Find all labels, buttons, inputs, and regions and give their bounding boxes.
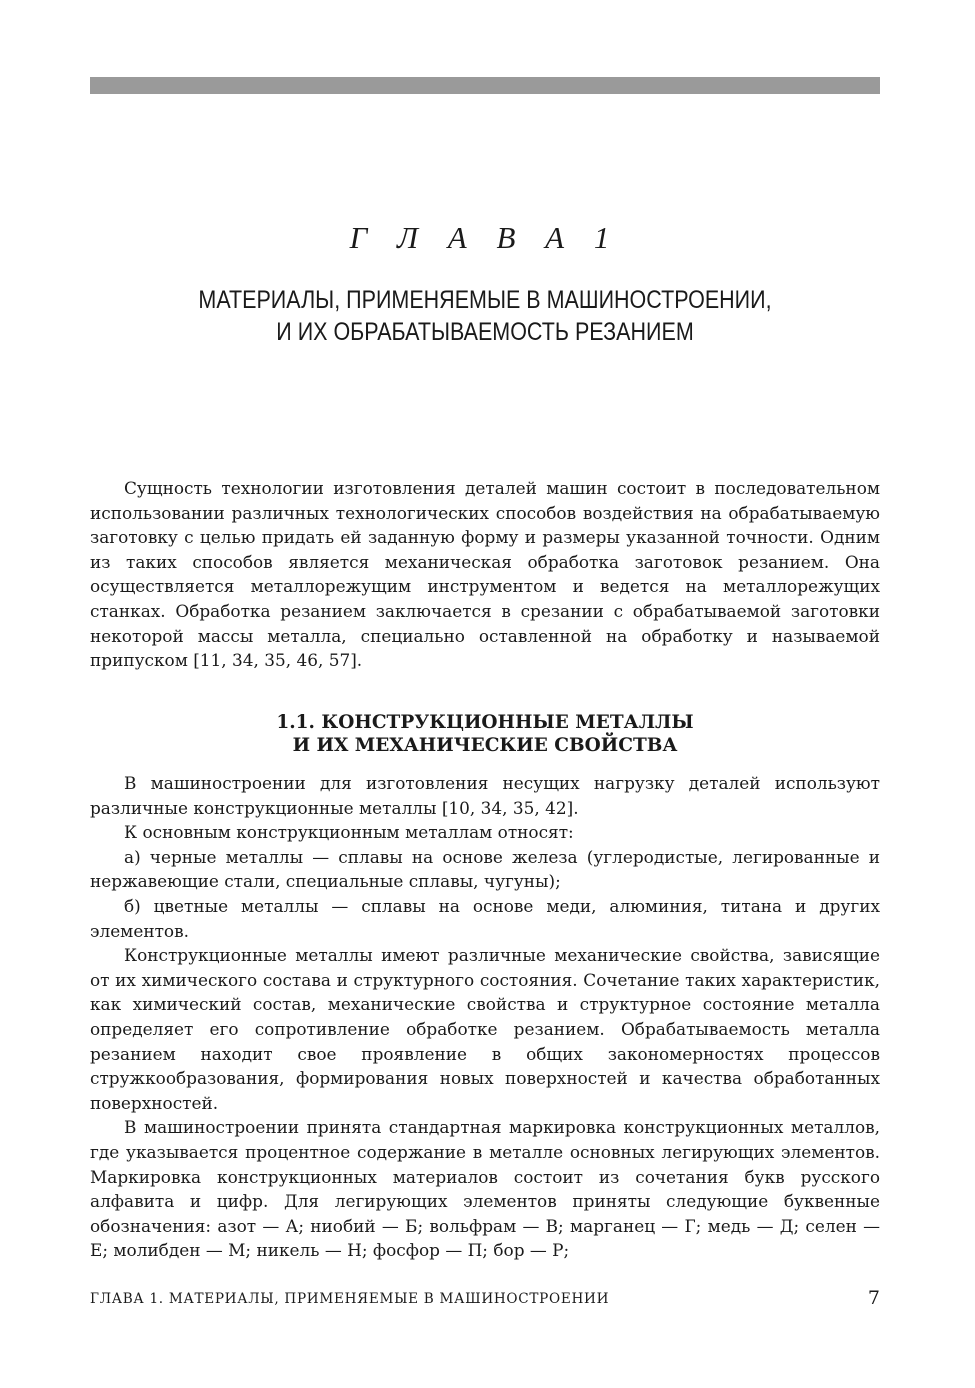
body-paragraph: К основным конструкционным металлам относят:: [124, 822, 574, 843]
body-paragraph: В машиностроении для изготовления несущих нагрузку деталей используют различные конструкционные металлы [10, 34, 35, 42].: [90, 773, 880, 818]
section-heading-line-2: И ИХ МЕХАНИЧЕСКИЕ СВОЙСТВА: [292, 735, 678, 756]
section-heading: [90, 711, 880, 757]
body-paragraph: В машиностроении принята стандартная маркировка конструкционных металлов, где указывается процентное содержание в металле основных легирующих элементов. Маркировка конструкционных материалов состоит из сочетания букв русского алфавита и цифр. Для легирующих элементов приняты следующие буквенные обозначения: азот — А; ниобий — Б; вольфрам — В; марганец — Г; медь — Д; селен — Е; молибден — М; никель — Н; фосфор — П; бор — Р;: [90, 1117, 880, 1261]
intro-paragraph: Сущность технологии изготовления деталей машин состоит в последовательном использовании различных технологических способов воздействия на обрабатываемую заготовку с целью придать ей заданную форму и размеры указанной точности. Одним из таких способов является механическая обработка заготовок резанием. Она осуществляется металлорежущим инструментом и ведется на металлорежущих станках. Обработка резанием заключается в срезании с обрабатываемой заготовки некоторой массы металла, специально оставленной на обработку и называемой припуском [11, 34, 35, 46, 57].: [90, 478, 880, 671]
chapter-label: Г Л А В А 1: [349, 220, 621, 255]
body-paragraph: а) черные металлы — сплавы на основе железа (углеродистые, легированные и нержавеющие стали, специальные сплавы, чугуны);: [90, 846, 880, 892]
section-heading-line-1: 1.1. КОНСТРУКЦИОННЫЕ МЕТАЛЛЫ: [276, 712, 694, 733]
body-paragraph: б) цветные металлы — сплавы на основе меди, алюминия, титана и других элементов.: [90, 895, 880, 941]
body-paragraph: Конструкционные металлы имеют различные механические свойства, зависящие от их химического состава и структурного состояния. Сочетание таких характеристик, как химический состав, механические свойства и структурное состояние металла определяет его сопротивление обработке резанием. Обрабатываемость металла резанием находит свое проявление в общих закономерностях процессов стружкообразования, формирования новых поверхностей и качества обработанных поверхностей.: [90, 945, 880, 1113]
chapter-title: [145, 284, 824, 348]
chapter-header-bar: [90, 77, 880, 94]
running-footer-title: ГЛАВА 1. МАТЕРИАЛЫ, ПРИМЕНЯЕМЫЕ В МАШИНОСТРОЕНИИ: [90, 1291, 610, 1307]
intro-text: [90, 476, 880, 673]
chapter-title-line-2: И ИХ ОБРАБАТЫВАЕМОСТЬ РЕЗАНИЕМ: [276, 318, 694, 346]
chapter-title-line-1: МАТЕРИАЛЫ, ПРИМЕНЯЕМЫЕ В МАШИНОСТРОЕНИИ,: [198, 286, 772, 314]
page-number: 7: [867, 1287, 880, 1309]
section-body: [90, 771, 880, 1263]
